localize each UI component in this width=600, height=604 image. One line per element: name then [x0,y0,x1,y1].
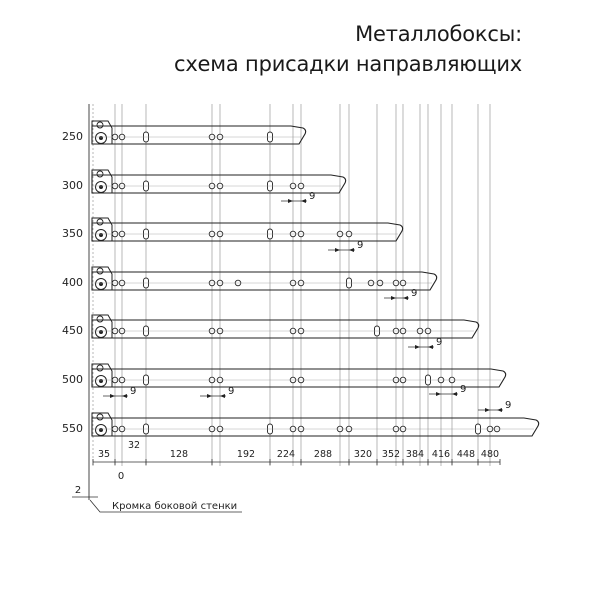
runner-roller-axle [99,428,103,432]
dimension-label: 35 [97,449,111,460]
offset-label: 9 [130,386,137,397]
offset-label: 9 [309,191,316,202]
runner-roller-axle [99,282,103,286]
runner-body [92,223,403,241]
runner-small-hole [97,414,103,420]
runner-roller-axle [99,379,103,383]
offset-arrow [452,392,457,396]
offset-arrow [403,296,408,300]
offset-label: 9 [505,400,512,411]
runner-body [92,418,539,436]
runner-small-hole [97,122,103,128]
dimension-label: 448 [456,449,476,460]
title-line-1: Металлобоксы: [355,22,522,46]
dimension-label: 32 [127,440,141,451]
offset-label: 9 [460,384,467,395]
offset-arrow [428,345,433,349]
runner-roller-axle [99,330,103,334]
dimension-label: 416 [431,449,451,460]
offset-label: 9 [411,288,418,299]
offset-arrow [335,248,340,252]
runner-small-hole [97,365,103,371]
runner-roller-axle [99,185,103,189]
runner-roller-axle [99,136,103,140]
offset-arrow [415,345,420,349]
offset-arrow [110,394,115,398]
dimension-label: 384 [405,449,425,460]
offset-label: 9 [357,240,364,251]
offset-arrow [349,248,354,252]
runner-small-hole [97,171,103,177]
offset-arrow [391,296,396,300]
runner-length-label: 250 [62,130,83,143]
offset-label: 9 [436,337,443,348]
dimension-label: 288 [313,449,333,460]
offset-arrow [207,394,212,398]
runner-small-hole [97,268,103,274]
dimension-label: 192 [236,449,256,460]
runner-length-label: 550 [62,422,83,435]
runner-length-label: 450 [62,324,83,337]
offset-arrow [122,394,127,398]
offset-arrow [220,394,225,398]
edge-gap-label: 2 [74,485,82,496]
dimension-label: 480 [480,449,500,460]
offset-label: 9 [228,386,235,397]
runner-small-hole [97,219,103,225]
dimension-label: 128 [169,449,189,460]
edge-label: Кромка боковой стенки [112,501,238,512]
dimension-label: 320 [353,449,373,460]
runner-small-hole [97,316,103,322]
offset-arrow [436,392,441,396]
runner-length-label: 350 [62,227,83,240]
runner-length-label: 500 [62,373,83,386]
title-line-2: схема присадки направляющих [173,52,522,76]
runner-length-label: 300 [62,179,83,192]
offset-arrow [301,199,306,203]
offset-arrow [485,408,490,412]
dimension-label: 352 [381,449,401,460]
offset-arrow [288,199,293,203]
dimension-label: 224 [276,449,296,460]
zero-label: 0 [117,471,125,482]
runner-length-label: 400 [62,276,83,289]
offset-arrow [497,408,502,412]
runner-roller-axle [99,233,103,237]
